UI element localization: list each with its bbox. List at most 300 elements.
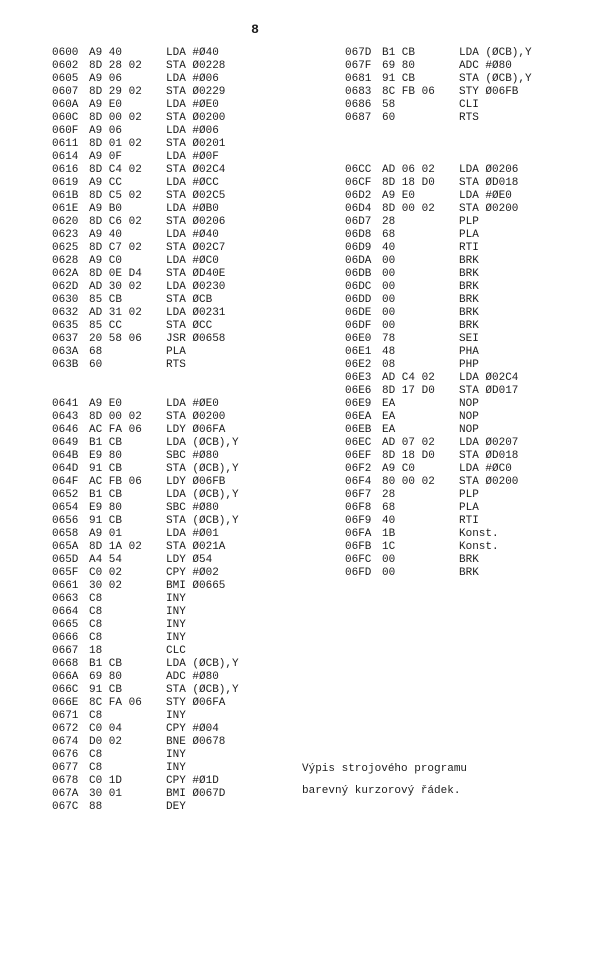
address: 061B (52, 190, 79, 202)
listing-line (52, 190, 239, 203)
opcode-bytes: A9 E0 (89, 99, 123, 111)
address: 06CC (345, 164, 372, 176)
opcode-bytes: 48 (382, 346, 396, 358)
opcode-bytes: 30 02 (89, 580, 123, 592)
address: 06E9 (345, 398, 372, 410)
instruction: STA (ØCB),Y (166, 463, 239, 475)
listing-line (52, 788, 239, 801)
instruction: CPY #Ø02 (166, 567, 219, 579)
listing-line (345, 541, 532, 554)
instruction: STA (ØCB),Y (166, 515, 239, 527)
listing-line (52, 398, 239, 411)
instruction: RTS (459, 112, 479, 124)
opcode-bytes: A9 40 (89, 229, 123, 241)
address: 06F2 (345, 463, 372, 475)
address: 0635 (52, 320, 79, 332)
listing-line (345, 268, 532, 281)
address: 065A (52, 541, 79, 553)
address: 0678 (52, 775, 79, 787)
address: 0676 (52, 749, 79, 761)
instruction: LDA #Ø40 (166, 229, 219, 241)
listing-line (345, 190, 532, 203)
address: 060C (52, 112, 79, 124)
opcode-bytes: EA (382, 411, 396, 423)
opcode-bytes: 8D C5 02 (89, 190, 142, 202)
listing-line (52, 177, 239, 190)
address: 0686 (345, 99, 372, 111)
instruction: ADC #Ø80 (459, 60, 512, 72)
address: 066E (52, 697, 79, 709)
instruction: STA Ø0206 (166, 216, 226, 228)
address: 064D (52, 463, 79, 475)
listing-line (52, 281, 239, 294)
listing-line (52, 60, 239, 73)
opcode-bytes: AC FA 06 (89, 424, 142, 436)
instruction: STA Ø02C7 (166, 242, 226, 254)
listing-line (345, 489, 532, 502)
listing-line (52, 736, 239, 749)
address: 0623 (52, 229, 79, 241)
opcode-bytes: AD C4 02 (382, 372, 435, 384)
opcode-bytes: AD 30 02 (89, 281, 142, 293)
listing-line (345, 502, 532, 515)
listing-line (345, 307, 532, 320)
opcode-bytes: B1 CB (89, 489, 123, 501)
address: 06DB (345, 268, 372, 280)
address: 0649 (52, 437, 79, 449)
instruction: BMI Ø0665 (166, 580, 226, 592)
address: 0641 (52, 398, 79, 410)
listing-line (345, 463, 532, 476)
instruction: Konst. (459, 528, 499, 540)
instruction: LDA (ØCB),Y (166, 489, 239, 501)
listing-gap (52, 372, 239, 385)
address: 06EA (345, 411, 372, 423)
address: 06DC (345, 281, 372, 293)
listing-line (52, 710, 239, 723)
opcode-bytes: 80 00 02 (382, 476, 435, 488)
opcode-bytes: C8 (89, 749, 103, 761)
address: 06F9 (345, 515, 372, 527)
instruction: CLC (166, 645, 186, 657)
address: 063B (52, 359, 79, 371)
opcode-bytes: 8D C6 02 (89, 216, 142, 228)
opcode-bytes: 20 58 06 (89, 333, 142, 345)
listing-line (345, 359, 532, 372)
instruction: SBC #Ø80 (166, 502, 219, 514)
opcode-bytes: 85 CB (89, 294, 123, 306)
instruction: LDA #ØE0 (166, 99, 219, 111)
opcode-bytes: AD 31 02 (89, 307, 142, 319)
listing-line (52, 671, 239, 684)
instruction: PLP (459, 489, 479, 501)
listing-line (345, 385, 532, 398)
opcode-bytes: 00 (382, 554, 396, 566)
listing-line (52, 619, 239, 632)
instruction: ADC #Ø80 (166, 671, 219, 683)
listing-right-column (345, 47, 532, 580)
page-number: 8 (251, 22, 259, 37)
opcode-bytes: 58 (382, 99, 396, 111)
address: 06DF (345, 320, 372, 332)
opcode-bytes: 00 (382, 320, 396, 332)
listing-line (52, 502, 239, 515)
listing-line (52, 658, 239, 671)
instruction: BRK (459, 307, 479, 319)
address: 066A (52, 671, 79, 683)
opcode-bytes: 08 (382, 359, 396, 371)
opcode-bytes: 68 (89, 346, 103, 358)
opcode-bytes: C8 (89, 593, 103, 605)
address: 0602 (52, 60, 79, 72)
address: 06D9 (345, 242, 372, 254)
opcode-bytes: C8 (89, 619, 103, 631)
listing-line (52, 151, 239, 164)
listing-line (52, 632, 239, 645)
instruction: NOP (459, 424, 479, 436)
listing-line (52, 580, 239, 593)
opcode-bytes: C8 (89, 710, 103, 722)
instruction: PLP (459, 216, 479, 228)
listing-line (52, 723, 239, 736)
opcode-bytes: C8 (89, 606, 103, 618)
opcode-bytes: A9 06 (89, 125, 123, 137)
address: 0620 (52, 216, 79, 228)
instruction: BRK (459, 294, 479, 306)
instruction: STA Ø0200 (459, 476, 519, 488)
listing-line (345, 60, 532, 73)
opcode-bytes: 8D 28 02 (89, 60, 142, 72)
address: 0658 (52, 528, 79, 540)
instruction: SBC #Ø80 (166, 450, 219, 462)
opcode-bytes: A9 0F (89, 151, 123, 163)
opcode-bytes: C0 02 (89, 567, 123, 579)
instruction: LDY Ø54 (166, 554, 213, 566)
listing-line (345, 216, 532, 229)
listing-line (345, 203, 532, 216)
opcode-bytes: 00 (382, 567, 396, 579)
listing-line (52, 411, 239, 424)
opcode-bytes: EA (382, 398, 396, 410)
opcode-bytes: 1B (382, 528, 396, 540)
address: 06E2 (345, 359, 372, 371)
address: 0656 (52, 515, 79, 527)
instruction: STA Ø0200 (166, 411, 226, 423)
listing-line (345, 47, 532, 60)
instruction: RTI (459, 515, 479, 527)
address: 065D (52, 554, 79, 566)
instruction: SEI (459, 333, 479, 345)
opcode-bytes: 78 (382, 333, 396, 345)
address: 06E6 (345, 385, 372, 397)
instruction: LDA Ø0207 (459, 437, 519, 449)
instruction: LDA Ø0206 (459, 164, 519, 176)
instruction: RTS (166, 359, 186, 371)
listing-line (52, 242, 239, 255)
opcode-bytes: 1C (382, 541, 396, 553)
address: 06D7 (345, 216, 372, 228)
listing-line (52, 801, 239, 814)
listing-line (345, 73, 532, 86)
address: 0666 (52, 632, 79, 644)
opcode-bytes: 8D 18 D0 (382, 450, 435, 462)
instruction: INY (166, 632, 186, 644)
opcode-bytes: A9 01 (89, 528, 123, 540)
instruction: INY (166, 749, 186, 761)
listing-gap (345, 138, 532, 151)
listing-line (345, 333, 532, 346)
instruction: LDA #ØE0 (459, 190, 512, 202)
address: 0664 (52, 606, 79, 618)
instruction: BRK (459, 268, 479, 280)
address: 0665 (52, 619, 79, 631)
opcode-bytes: B1 CB (382, 47, 416, 59)
opcode-bytes: 91 CB (382, 73, 416, 85)
listing-line (52, 437, 239, 450)
instruction: CPY #Ø04 (166, 723, 219, 735)
instruction: CLI (459, 99, 479, 111)
listing-gap (52, 385, 239, 398)
address: 064B (52, 450, 79, 462)
listing-line (52, 112, 239, 125)
listing-line (52, 216, 239, 229)
listing-line (345, 411, 532, 424)
instruction: NOP (459, 411, 479, 423)
address: 0667 (52, 645, 79, 657)
opcode-bytes: A9 CC (89, 177, 123, 189)
opcode-bytes: A9 40 (89, 47, 123, 59)
instruction: PLA (459, 229, 479, 241)
instruction: LDA #Ø06 (166, 125, 219, 137)
address: 063A (52, 346, 79, 358)
address: 0654 (52, 502, 79, 514)
instruction: STA ØD018 (459, 177, 519, 189)
instruction: INY (166, 762, 186, 774)
opcode-bytes: 40 (382, 515, 396, 527)
address: 0632 (52, 307, 79, 319)
address: 06F7 (345, 489, 372, 501)
instruction: STA Ø0201 (166, 138, 226, 150)
instruction: LDA #ØE0 (166, 398, 219, 410)
address: 0661 (52, 580, 79, 592)
listing-line (52, 346, 239, 359)
address: 067D (345, 47, 372, 59)
instruction: STA (ØCB),Y (166, 684, 239, 696)
opcode-bytes: 8C FA 06 (89, 697, 142, 709)
listing-line (52, 528, 239, 541)
opcode-bytes: 18 (89, 645, 103, 657)
opcode-bytes: 69 80 (382, 60, 416, 72)
address: 06E1 (345, 346, 372, 358)
listing-line (52, 47, 239, 60)
instruction: PLA (459, 502, 479, 514)
opcode-bytes: E9 80 (89, 502, 123, 514)
listing-line (52, 203, 239, 216)
opcode-bytes: 85 CC (89, 320, 123, 332)
address: 06EF (345, 450, 372, 462)
listing-line (52, 450, 239, 463)
instruction: INY (166, 710, 186, 722)
opcode-bytes: 30 01 (89, 788, 123, 800)
instruction: BRK (459, 255, 479, 267)
address: 0677 (52, 762, 79, 774)
instruction: STA Ø0228 (166, 60, 226, 72)
address: 06F4 (345, 476, 372, 488)
instruction: LDA (ØCB),Y (166, 658, 239, 670)
listing-line (52, 255, 239, 268)
address: 06E3 (345, 372, 372, 384)
listing-line (345, 450, 532, 463)
instruction: LDA #Ø01 (166, 528, 219, 540)
caption-line-1: Výpis strojového programu (302, 763, 468, 775)
opcode-bytes: AC FB 06 (89, 476, 142, 488)
instruction: CPY #Ø1D (166, 775, 219, 787)
listing-line (345, 112, 532, 125)
address: 06DE (345, 307, 372, 319)
opcode-bytes: 40 (382, 242, 396, 254)
opcode-bytes: B1 CB (89, 437, 123, 449)
address: 0643 (52, 411, 79, 423)
instruction: LDA (ØCB),Y (459, 47, 532, 59)
address: 0625 (52, 242, 79, 254)
instruction: INY (166, 606, 186, 618)
address: 0674 (52, 736, 79, 748)
instruction: BRK (459, 320, 479, 332)
listing-line (52, 320, 239, 333)
opcode-bytes: 28 (382, 216, 396, 228)
listing-line (52, 359, 239, 372)
address: 06EC (345, 437, 372, 449)
address: 06FD (345, 567, 372, 579)
instruction: STY Ø06FB (459, 86, 519, 98)
listing-line (52, 294, 239, 307)
listing-gap (345, 151, 532, 164)
instruction: STA ØCC (166, 320, 213, 332)
address: 06FC (345, 554, 372, 566)
opcode-bytes: C8 (89, 762, 103, 774)
listing-line (52, 684, 239, 697)
instruction: STA (ØCB),Y (459, 73, 532, 85)
address: 060F (52, 125, 79, 137)
opcode-bytes: C0 04 (89, 723, 123, 735)
listing-caption (302, 758, 467, 802)
address: 060A (52, 99, 79, 111)
listing-line (345, 242, 532, 255)
instruction: PLA (166, 346, 186, 358)
instruction: Konst. (459, 541, 499, 553)
instruction: LDA Ø02C4 (459, 372, 519, 384)
instruction: STA ØD018 (459, 450, 519, 462)
address: 06F8 (345, 502, 372, 514)
opcode-bytes: 60 (382, 112, 396, 124)
opcode-bytes: A9 C0 (382, 463, 416, 475)
address: 06DA (345, 255, 372, 267)
listing-line (345, 437, 532, 450)
instruction: LDY Ø06FA (166, 424, 226, 436)
listing-line (52, 164, 239, 177)
opcode-bytes: A4 54 (89, 554, 123, 566)
address: 0611 (52, 138, 79, 150)
opcode-bytes: EA (382, 424, 396, 436)
address: 0663 (52, 593, 79, 605)
listing-line (52, 489, 239, 502)
listing-line (52, 645, 239, 658)
opcode-bytes: C0 1D (89, 775, 123, 787)
opcode-bytes: 91 CB (89, 463, 123, 475)
opcode-bytes: 8D 18 D0 (382, 177, 435, 189)
listing-line (52, 554, 239, 567)
listing-line (52, 99, 239, 112)
listing-line (345, 372, 532, 385)
address: 065F (52, 567, 79, 579)
instruction: NOP (459, 398, 479, 410)
opcode-bytes: AD 07 02 (382, 437, 435, 449)
address: 0628 (52, 255, 79, 267)
listing-line (52, 424, 239, 437)
listing-line (345, 229, 532, 242)
listing-line (52, 463, 239, 476)
instruction: LDA #Ø0F (166, 151, 219, 163)
opcode-bytes: E9 80 (89, 450, 123, 462)
listing-line (52, 229, 239, 242)
listing-line (52, 86, 239, 99)
listing-line (52, 73, 239, 86)
instruction: STY Ø06FA (166, 697, 226, 709)
opcode-bytes: 8D 29 02 (89, 86, 142, 98)
instruction: PHA (459, 346, 479, 358)
listing-line (52, 697, 239, 710)
instruction: LDA #ØB0 (166, 203, 219, 215)
address: 0616 (52, 164, 79, 176)
opcode-bytes: A9 06 (89, 73, 123, 85)
address: 061E (52, 203, 79, 215)
listing-line (52, 762, 239, 775)
listing-line (52, 593, 239, 606)
listing-line (52, 476, 239, 489)
instruction: LDA (ØCB),Y (166, 437, 239, 449)
listing-line (52, 333, 239, 346)
instruction: STA ØD017 (459, 385, 519, 397)
listing-line (52, 268, 239, 281)
instruction: STA Ø02C4 (166, 164, 226, 176)
instruction: LDA Ø0231 (166, 307, 226, 319)
opcode-bytes: 00 (382, 294, 396, 306)
listing-line (52, 541, 239, 554)
listing-line (345, 320, 532, 333)
instruction: INY (166, 619, 186, 631)
address: 067F (345, 60, 372, 72)
address: 06D4 (345, 203, 372, 215)
address: 0637 (52, 333, 79, 345)
address: 0605 (52, 73, 79, 85)
opcode-bytes: 00 (382, 255, 396, 267)
opcode-bytes: 69 80 (89, 671, 123, 683)
instruction: JSR Ø0658 (166, 333, 226, 345)
instruction: STA ØCB (166, 294, 213, 306)
address: 064F (52, 476, 79, 488)
address: 0630 (52, 294, 79, 306)
opcode-bytes: 8D 00 02 (382, 203, 435, 215)
instruction: LDY Ø06FB (166, 476, 226, 488)
listing-line (345, 346, 532, 359)
address: 06FB (345, 541, 372, 553)
address: 0607 (52, 86, 79, 98)
address: 066C (52, 684, 79, 696)
address: 0681 (345, 73, 372, 85)
instruction: BNE Ø0678 (166, 736, 226, 748)
address: 0687 (345, 112, 372, 124)
instruction: STA Ø0200 (166, 112, 226, 124)
